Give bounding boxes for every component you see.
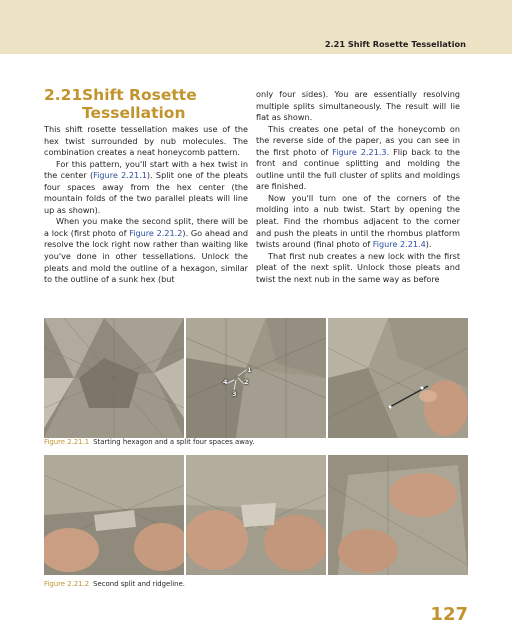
figure-2-21-1-photos: [44, 318, 468, 438]
figure-caption: [44, 438, 254, 446]
figure-link[interactable]: Figure 2.21.4: [372, 239, 426, 250]
photo-ridgeline: [186, 455, 326, 575]
figure-link[interactable]: Figure 2.21.3: [332, 146, 387, 157]
figure-link[interactable]: Figure 2.21.1: [93, 170, 147, 181]
figure-label: Figure 2.21.1: [44, 438, 90, 446]
running-head: 2.21 Shift Rosette Tessellation: [324, 39, 466, 49]
figure-2-21-2-photos: [44, 455, 468, 575]
callout-3: 3: [232, 390, 237, 398]
paragraph: When you make the second split, there will be a lock (first photo of Figure 2.21.2). Go ahead and resolve the lock right now rather than waiting like you've done in other tessellations. Unlock the pleats and mold the outline of a hexagon, similar to the outline of a sunk hex (but: [44, 216, 249, 285]
paragraph: This creates one petal of the honeycomb on the reverse side of the paper, as you can see in the first photo of Figure 2.21.3. Flip back to the front and continue splitting and molding the outline until the full cluster of splits and moldings are finished.: [256, 123, 460, 192]
section-number: 2.21: [44, 86, 83, 104]
paragraph: That first nub creates a new lock with the first pleat of the next split. Unlock those pleats and twist the next nub in the same way as before: [256, 250, 460, 284]
right-column: [256, 89, 460, 285]
figure-label: Figure 2.21.2: [44, 580, 90, 588]
paragraph: only four sides). You are essentially resolving multiple splits simultaneously. The result will lie flat as shown.: [256, 89, 460, 123]
photo-split-callouts: [186, 318, 326, 438]
photo-hand-tool: [328, 318, 468, 438]
paragraph: Now you'll turn one of the corners of the molding into a nub twist. Start by opening the pleat. Find the rhombus adjacent to the corner and push the pleats in until the rhombus platform twists around (final photo of Figure 2.21.4).: [256, 192, 460, 250]
caption-text: Starting hexagon and a split four spaces away.: [93, 438, 255, 446]
figure-link[interactable]: Figure 2.21.2: [129, 227, 183, 238]
paragraph: This shift rosette tessellation makes use of the hex twist surrounded by nub molecules. The combination creates a neat honeycomb pattern.: [44, 124, 248, 158]
callout-4: 4: [223, 378, 228, 386]
section-title-line1: Shift Rosette: [82, 86, 197, 104]
callout-2: 2: [244, 378, 249, 386]
figure-caption: [44, 580, 185, 588]
paragraph: For this pattern, you'll start with a hex twist in the center (Figure 2.21.1). Split one of the pleats four spaces away from the hex center (the mountain folds of the two parallel pleats will line up as shown).: [44, 158, 248, 215]
page-number: 127: [430, 604, 468, 625]
caption-text: Second split and ridgeline.: [93, 580, 185, 588]
photo-second-split: [44, 455, 184, 575]
photo-fold-hands: [328, 455, 468, 575]
photo-hex-twist: [44, 318, 184, 438]
callout-1: 1: [247, 366, 252, 374]
section-title-line2: Tessellation: [82, 104, 186, 122]
left-column: [44, 124, 248, 286]
section-title: [44, 86, 244, 122]
